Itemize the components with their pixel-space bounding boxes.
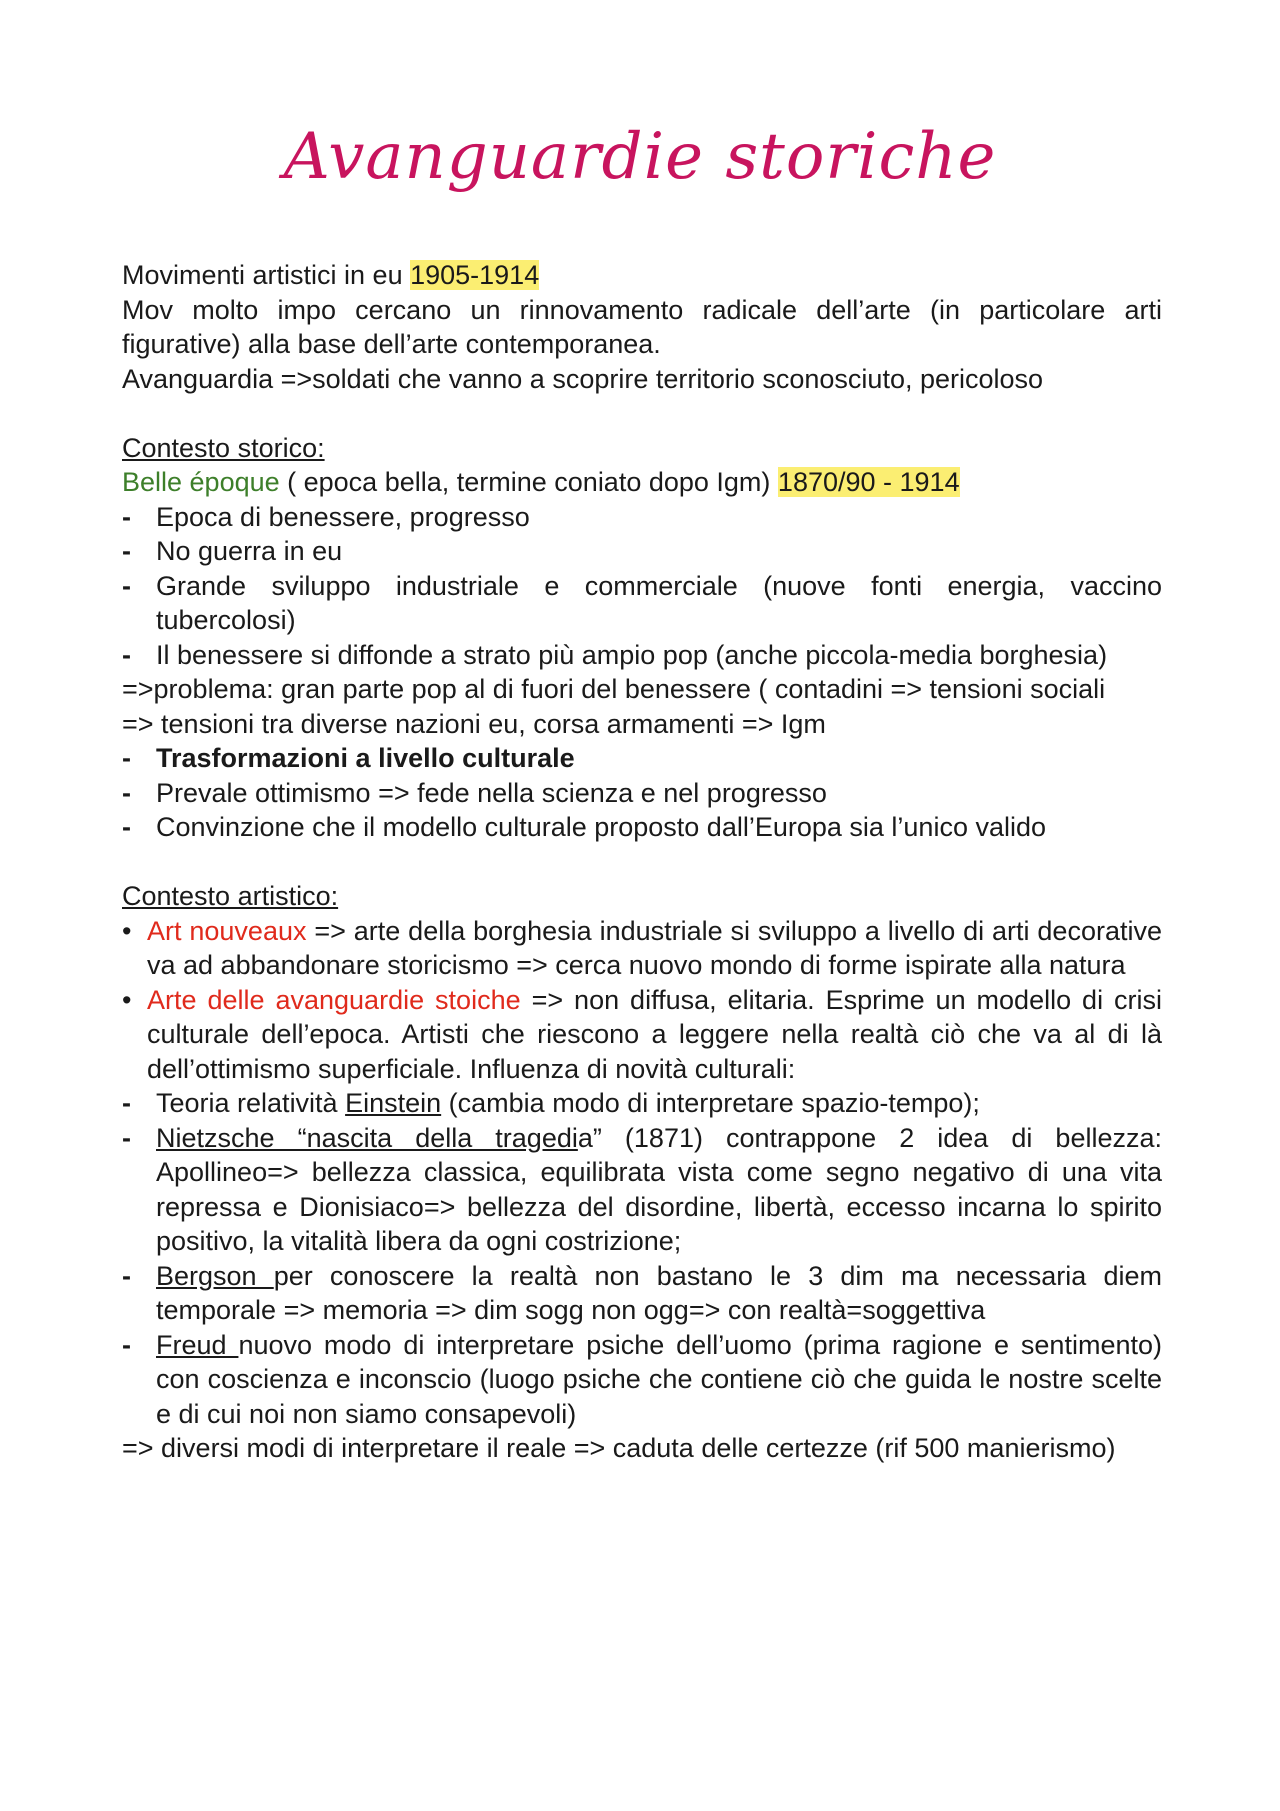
list-item: - Prevale ottimismo => fede nella scienza e nel progresso — [122, 776, 1162, 811]
intro-line-3: Avanguardia =>soldati che vanno a scoprire territorio sconosciuto, pericoloso — [122, 363, 1044, 394]
dash-marker: - — [122, 1088, 131, 1118]
spacer — [122, 845, 1162, 880]
bullet-marker: • — [122, 984, 132, 1015]
intro-dates-highlight: 1905-1914 — [410, 260, 540, 290]
belle-epoque-dates-highlight: 1870/90 - 1914 — [777, 467, 960, 497]
note-tensioni: => tensioni tra diverse nazioni eu, corsa armamenti => Igm — [122, 708, 826, 739]
intro-line-2: Mov molto impo cercano un rinnovamento radicale dell’arte (in particolare arti figurative) alla base dell’arte contemporanea. — [122, 294, 1162, 359]
freud-underlined: Freud — [156, 1329, 239, 1360]
note-problema: =>problema: gran parte pop al di fuori del benessere ( contadini => tensioni sociali — [122, 674, 1106, 704]
art-nouveaux-label: Art nouveaux — [147, 915, 307, 946]
dash-marker: - — [122, 570, 131, 601]
dash-marker: - — [122, 777, 131, 808]
document-body — [122, 258, 1162, 1466]
dash-marker: - — [122, 639, 131, 670]
list-item: - No guerra in eu — [122, 534, 1162, 569]
list-item-freud: - Freud nuovo modo di interpretare psiche dell’uomo (prima ragione e sentimento) con coscienza e inconscio (luogo psiche che contiene ciò che guida le nostre scelte e di cui noi non siamo consapevoli) — [122, 1329, 1162, 1429]
dash-marker: - — [122, 1260, 131, 1291]
final-note: => diversi modi di interpretare il reale => caduta delle certezze (rif 500 manierismo) — [122, 1433, 1116, 1463]
dash-marker: - — [122, 812, 131, 842]
dash-marker: - — [122, 536, 131, 566]
spacer — [122, 396, 1162, 431]
list-item: - Grande sviluppo industriale e commerciale (nuove fonti energia, vaccino tubercolosi) — [122, 570, 1162, 635]
dash-marker: - — [122, 1329, 131, 1360]
avanguardie-label: Arte delle avanguardie stoiche — [147, 984, 521, 1015]
page-title: Avanguardie storiche — [283, 120, 997, 194]
list-item-bergson: - Bergson per conoscere la realtà non bastano le 3 dim ma necessaria diem temporale => memoria => dim sogg non ogg=> con realtà=soggettiva — [122, 1260, 1162, 1325]
bullet-item-avanguardie: • Arte delle avanguardie stoiche => non diffusa, elitaria. Esprime un modello di crisi culturale dell’epoca. Artisti che riescono a leggere nella realtà ciò che va al di là dell’ottimismo superficiale. Influenza di novità culturali: — [122, 984, 1163, 1084]
list-item: - Epoca di benessere, progresso — [122, 500, 1162, 535]
nietzsche-underlined: Nietzsche “nascita della tragedi — [156, 1122, 578, 1153]
belle-epoque-text: ( epoca bella, termine coniato dopo Igm) — [279, 467, 778, 497]
bullet-marker: • — [122, 915, 132, 946]
heading-contesto-storico: Contesto storico: — [122, 432, 325, 463]
list-item-bold: - Trasformazioni a livello culturale — [122, 741, 1162, 776]
list-item-nietzsche: - Nietzsche “nascita della tragedia” (1871) contrappone 2 idea di bellezza: Apollineo=> bellezza classica, equilibrata vista come segno negativo di una vita repressa e Dionisiaco=> bellezza del disordine, libertà, eccesso incarna lo spirito positivo, la vitalità libera da ogni costrizione; — [122, 1122, 1162, 1256]
dash-marker: - — [122, 501, 131, 532]
heading-contesto-artistico: Contesto artistico: — [122, 881, 339, 911]
dash-marker: - — [122, 743, 131, 773]
list-item: - Il benessere si diffonde a strato più ampio pop (anche piccola-media borghesia) — [122, 638, 1162, 673]
belle-epoque-line — [122, 465, 1162, 500]
belle-epoque-label: Belle époque — [122, 467, 280, 497]
bergson-underlined: Bergson — [156, 1260, 274, 1291]
dash-marker: - — [122, 1122, 131, 1153]
intro-line-1 — [122, 258, 1162, 293]
list-item: - Convinzione che il modello culturale proposto dall’Europa sia l’unico valido — [122, 810, 1162, 845]
bullet-item-art-nouveaux: • Art nouveaux => arte della borghesia industriale si sviluppo a livello di arti decorative va ad abbandonare storicismo => cerca nuovo mondo di forme ispirate alla natura — [122, 915, 1162, 980]
intro-text: Movimenti artistici in eu — [122, 260, 411, 290]
einstein-underlined: Einstein — [345, 1088, 442, 1118]
list-item-einstein: - Teoria relatività Einstein (cambia modo di interpretare spazio-tempo); — [122, 1086, 1162, 1121]
